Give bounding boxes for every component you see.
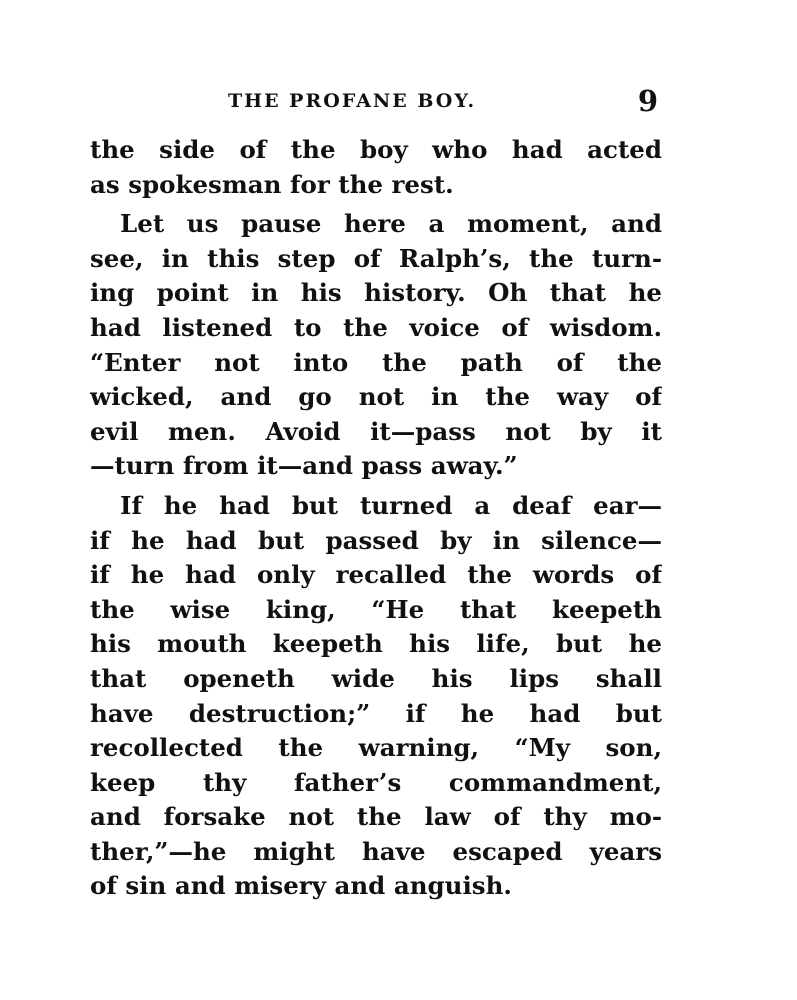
text-line: his mouth keepeth his life, but he bbox=[90, 629, 662, 659]
text-line: wicked, and go not in the way of bbox=[90, 382, 662, 412]
text-line: of sin and misery and anguish. bbox=[90, 871, 512, 901]
running-header bbox=[90, 82, 662, 122]
body-text bbox=[90, 133, 662, 904]
text-line: the side of the boy who had acted bbox=[90, 135, 662, 164]
text-line: keep thy father’s commandment, bbox=[90, 767, 662, 797]
text-line: “Enter not into the path of the bbox=[90, 347, 662, 377]
running-title: THE PROFANE BOY. bbox=[228, 90, 477, 112]
text-line: as spokesman for the rest. bbox=[90, 169, 454, 199]
text-line: recollected the warning, “My son, bbox=[90, 733, 662, 763]
paragraph bbox=[90, 207, 662, 484]
text-line: if he had only recalled the words of bbox=[90, 560, 662, 590]
text-line: —turn from it—and pass away.” bbox=[90, 451, 518, 481]
paragraph bbox=[90, 133, 662, 202]
text-line: the wise king, “He that keepeth bbox=[90, 594, 662, 624]
text-line: Let us pause here a moment, and bbox=[120, 209, 662, 239]
text-line: ther,”—he might have escaped years bbox=[90, 836, 662, 866]
text-line: have destruction;” if he had but bbox=[90, 698, 662, 728]
text-line: had listened to the voice of wisdom. bbox=[90, 312, 662, 342]
text-line: and forsake not the law of thy mo- bbox=[90, 802, 662, 832]
text-line: ing point in his history. Oh that he bbox=[90, 278, 662, 308]
page-number: 9 bbox=[637, 84, 658, 118]
text-line: If he had but turned a deaf ear— bbox=[120, 490, 662, 520]
paragraph bbox=[90, 489, 662, 904]
text-line: see, in this step of Ralph’s, the turn- bbox=[90, 243, 662, 273]
text-line: that openeth wide his lips shall bbox=[90, 663, 662, 693]
text-line: if he had but passed by in silence— bbox=[90, 525, 662, 555]
text-line: evil men. Avoid it—pass not by it bbox=[90, 416, 662, 446]
